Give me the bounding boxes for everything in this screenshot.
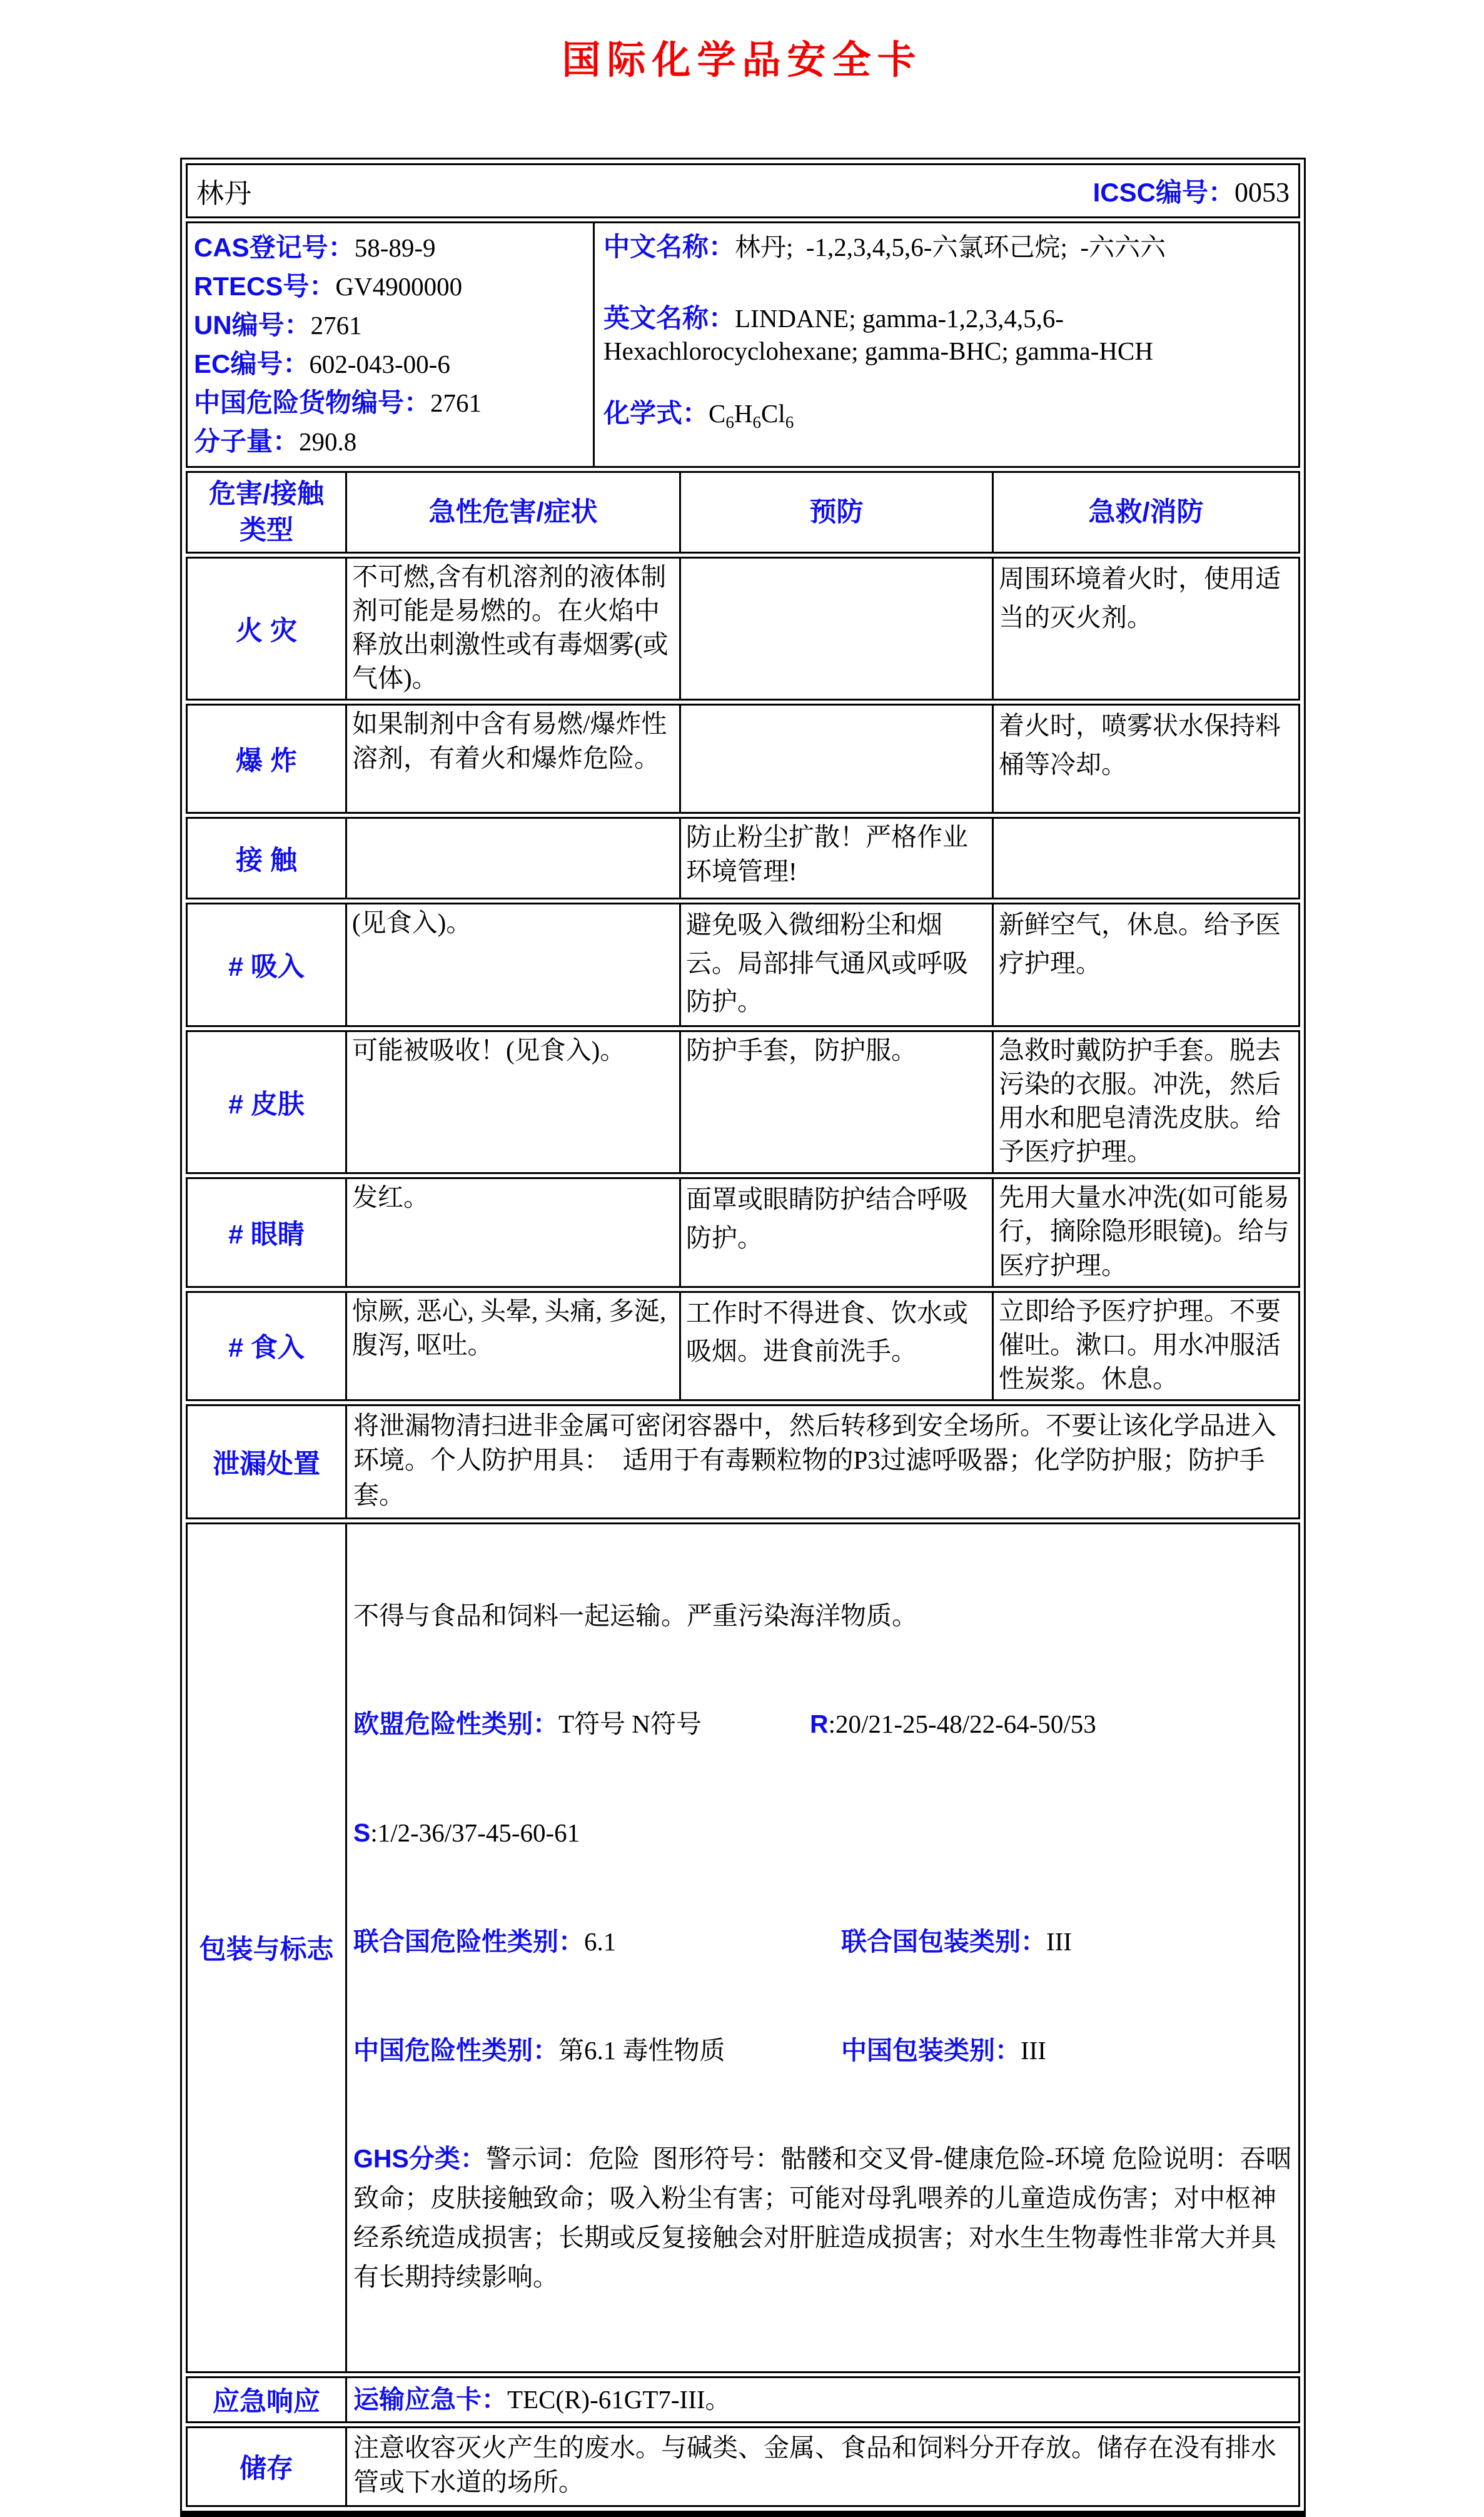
transport-emergency-card-label: 运输应急卡： [353,2384,507,2414]
row-type-label: 爆 炸 [236,746,297,776]
row-type-label: # 食入 [228,1333,305,1364]
formula-subscript: 6 [785,413,794,432]
row-type-label: # 皮肤 [228,1089,305,1120]
fire-symptoms-cell: 不可燃,含有机溶剂的液体制剂可能是易燃的。在火焰中释放出刺激性或有毒烟雾(或气体)。 [345,559,679,699]
identifier-right-column [593,223,1298,466]
row-type-label: # 眼睛 [228,1220,305,1250]
eu-class-value: T符号 N符号 [558,1709,702,1739]
substance-header-box [186,163,1300,218]
formula-part: Cl [761,399,785,428]
exposure-symptoms-cell [345,819,679,898]
ghs-value: 警示词：危险 图形符号：骷髅和交叉骨-健康危险-环境 危险说明：吞咽致命；皮肤接触致命；吸入粉尘有害；可能对母乳喂养的儿童造成伤害；对中枢神经系统造成损害；长期或反复接触会对肝脏造成损害；对水生生物毒性非常大并具有长期持续影响。 [353,2144,1291,2292]
rtecs-label: RTECS号： [194,271,336,301]
inhalation-prevention-cell: 避免吸入微细粉尘和烟云。局部排气通风或呼吸防护。 [686,910,968,1016]
molecular-weight-value: 290.8 [299,427,357,456]
chinese-name-value: 林丹; -1,2,3,4,5,6-六氯环己烷; -六六六 [735,233,1166,261]
cn-hazard-class-value: 第6.1 毒性物质 [558,2035,725,2065]
ingestion-prevention-cell: 工作时不得进食、饮水或吸烟。进食前洗手。 [686,1298,968,1366]
header-prevention: 预防 [679,473,992,552]
hazard-row-ingestion [186,1291,1300,1401]
un-label: UN编号： [194,310,311,340]
chemical-formula-row [603,397,1290,438]
china-dg-label: 中国危险货物编号： [194,388,431,417]
explosion-symptoms-cell: 如果制剂中含有易燃/爆炸性溶剂，有着火和爆炸危险。 [345,706,679,812]
header-hazard-type: 危害/接触 类型 [209,479,331,545]
chinese-name-label: 中文名称： [603,232,735,261]
icsc-number-label: ICSC编号： [1093,178,1234,207]
english-name-value: LINDANE; gamma-1,2,3,4,5,6-Hexachlorocyclohexane; gamma-BHC; gamma-HCH [603,304,1153,365]
eyes-first-aid-cell: 先用大量水冲洗(如可能易行，摘除隐形眼镜)。给与医疗护理。 [992,1179,1298,1285]
un-hazard-class-value: 6.1 [584,1927,617,1956]
molecular-weight-row [194,422,589,461]
r-phrases-value: :20/21-25-48/22-64-50/53 [828,1709,1096,1739]
icsc-document-page [0,29,1484,2497]
un-packing-group-value: III [1046,1927,1072,1956]
transport-note: 不得与食品和饲料一起运输。严重污染海洋物质。 [353,1601,917,1630]
r-phrases-label: R [810,1709,829,1739]
explosion-prevention-cell [679,706,992,812]
un-class-line [353,1922,1292,1962]
exposure-prevention-cell: 防止粉尘扩散！严格作业环境管理! [679,819,992,898]
fire-prevention-cell [679,559,992,699]
cas-value: 58-89-9 [354,233,436,262]
eu-hazard-class-line [353,1704,1292,1744]
hazard-table-header-row [186,471,1300,554]
ec-value: 602-043-00-6 [309,350,450,378]
ec-number-row [194,345,589,383]
header-first-aid-fire: 急救/消防 [992,473,1298,552]
s-phrases-value: :1/2-36/37-45-60-61 [370,1818,580,1848]
cn-packing-group-value: III [1021,2035,1046,2065]
row-type-label: 火 灾 [236,615,297,646]
un-packing-group-label: 联合国包装类别： [841,1927,1046,1956]
hazard-row-inhalation [186,903,1300,1027]
page-title: 国际化学品安全卡 [562,39,922,82]
hazard-row-explosion [186,704,1300,814]
identifier-left-column [188,223,593,466]
china-dg-value: 2761 [430,388,482,417]
ingestion-symptoms-cell: 惊厥, 恶心, 头晕, 头痛, 多涎, 腹泻, 呕吐。 [352,1296,673,1359]
s-phrases-line [353,1813,1292,1853]
chinese-name-row [603,231,1290,263]
eu-class-label: 欧盟危险性类别： [353,1709,558,1739]
china-dg-number-row [194,383,589,422]
cn-class-line [353,2031,1292,2070]
eyes-prevention-cell: 面罩或眼睛防护结合呼吸防护。 [686,1185,968,1252]
formula-subscript: 6 [752,413,762,432]
formula-subscript: 6 [725,413,734,432]
un-number-row [194,306,589,345]
section-label: 泄漏处置 [213,1449,320,1479]
chemical-formula-label: 化学式： [603,398,709,428]
section-label: 应急响应 [213,2386,320,2417]
chemical-formula-value [709,399,794,432]
section-storage [186,2426,1300,2507]
row-type-label: # 吸入 [228,952,305,983]
english-name-label: 英文名称： [603,303,735,333]
cn-packing-group-label: 中国包装类别： [841,2035,1021,2065]
cn-hazard-class-label: 中国危险性类别： [353,2035,558,2065]
ghs-classification-line [353,2139,1292,2297]
hazard-row-skin [186,1030,1300,1174]
skin-prevention-cell: 防护手套，防护服。 [679,1032,992,1172]
explosion-first-aid-cell: 着火时，喷雾状水保持料桶等冷却。 [999,711,1281,779]
storage-text: 注意收容灭火产生的废水。与碱类、金属、食品和饲料分开存放。储存在没有排水管或下水道的场所。 [345,2428,1298,2505]
hazard-row-exposure [186,817,1300,899]
section-emergency-response [186,2376,1300,2423]
section-label: 包装与标志 [199,1935,334,1965]
section-packaging-labelling [186,1522,1300,2373]
identifier-box [186,221,1300,468]
ec-label: EC编号： [194,349,310,378]
inhalation-symptoms-cell: (见食入)。 [345,904,679,1025]
eyes-symptoms-cell: 发红。 [345,1179,679,1285]
ingestion-first-aid-cell: 立即给予医疗护理。不要催吐。漱口。用水冲服活性炭浆。休息。 [992,1293,1298,1399]
un-hazard-class-label: 联合国危险性类别： [353,1927,584,1956]
transport-emergency-card-value: TEC(R)-61GT7-III。 [507,2384,731,2414]
inhalation-first-aid-cell: 新鲜空气，休息。给予医疗护理。 [999,910,1281,978]
s-phrases-label: S [353,1818,371,1848]
skin-first-aid-cell: 急救时戴防护手套。脱去污染的衣服。冲洗，然后用水和肥皂清洗皮肤。给予医疗护理。 [992,1032,1298,1172]
cas-number-row [194,228,589,267]
row-type-label: 接 触 [236,845,297,876]
hazard-row-fire [186,557,1300,701]
ghs-label: GHS分类： [353,2144,486,2174]
header-acute-symptoms: 急性危害/症状 [345,473,679,552]
emergency-response-content [345,2378,1298,2421]
card-frame [180,158,1306,2517]
packaging-content [345,1524,1298,2371]
spill-disposal-text: 将泄漏物清扫进非金属可密闭容器中，然后转移到安全场所。不要让该化学品进入环境。个人防护用具： 适用于有毒颗粒物的P3过滤呼吸器；化学防护服；防护手套。 [345,1406,1298,1517]
section-spill-disposal [186,1404,1300,1519]
rtecs-value: GV4900000 [335,272,463,301]
icsc-number-value: 0053 [1234,177,1290,208]
skin-symptoms-cell: 可能被吸收！(见食入)。 [345,1032,679,1172]
un-value: 2761 [310,311,362,340]
molecular-weight-label: 分子量： [194,427,300,456]
rtecs-number-row [194,267,589,306]
substance-name: 林丹 [196,178,251,209]
fire-first-aid-cell: 周围环境着火时，使用适当的灭火剂。 [999,564,1281,632]
cas-label: CAS登记号： [194,233,355,262]
section-label: 储存 [240,2453,293,2484]
hazard-row-eyes [186,1177,1300,1287]
formula-part: C [709,399,726,428]
english-name-row [603,302,1290,367]
formula-part: H [734,399,753,428]
icsc-number-group [1093,172,1290,210]
